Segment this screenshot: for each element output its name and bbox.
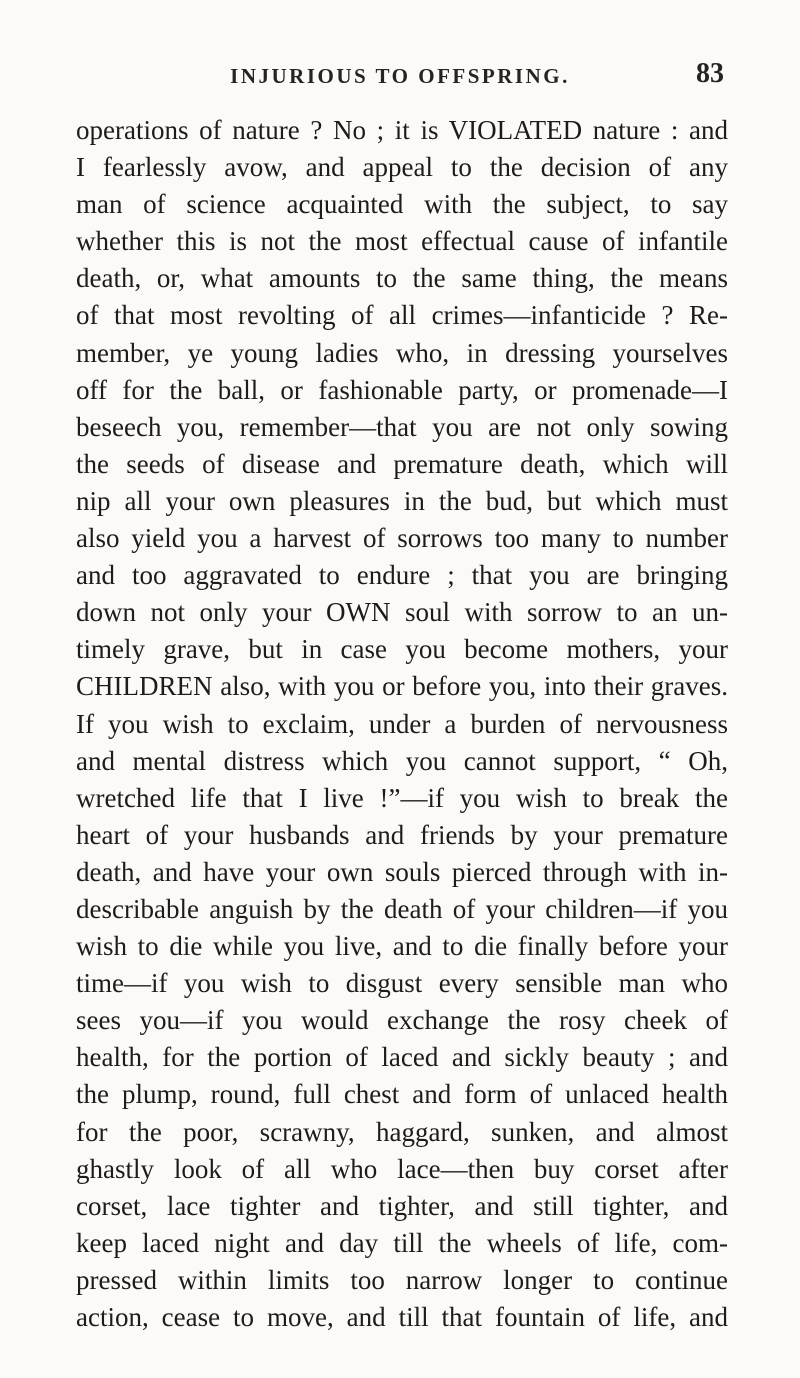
text-line: and too aggravated to endure ; that you are bringing <box>76 560 728 591</box>
text-line: of that most revolting of all crimes—infanticide ? Re- <box>76 300 728 331</box>
text-line: health, for the portion of laced and sickly beauty ; and <box>76 1042 728 1073</box>
text-line: wretched life that I live !”—if you wish to break the <box>76 782 728 813</box>
text-line: the seeds of disease and premature death, which will <box>76 448 728 479</box>
text-line: corset, lace tighter and tighter, and still tighter, and <box>76 1190 728 1221</box>
page-number: 83 <box>696 58 724 89</box>
text-line: timely grave, but in case you become mothers, your <box>76 634 728 665</box>
text-line: operations of nature ? No ; it is VIOLATED nature : and <box>76 115 728 145</box>
text-line: beseech you, remember—that you are not only sowing <box>76 411 728 442</box>
text-line: down not only your OWN soul with sorrow to an un- <box>76 597 728 628</box>
text-line: also yield you a harvest of sorrows too many to number <box>76 523 728 554</box>
text-line: man of science acquainted with the subject, to say <box>76 189 728 220</box>
text-line: heart of your husbands and friends by your premature <box>76 819 728 850</box>
text-line: action, cease to move, and till that fountain of life, and <box>76 1302 728 1332</box>
text-line: time—if you wish to disgust every sensible man who <box>76 968 728 999</box>
text-line: nip all your own pleasures in the bud, but which must <box>76 485 728 516</box>
text-line: If you wish to exclaim, under a burden of nervousness <box>76 708 728 739</box>
text-line: I fearlessly avow, and appeal to the decision of any <box>76 152 728 183</box>
text-line: whether this is not the most effectual cause of infantile <box>76 226 728 257</box>
text-line: sees you—if you would exchange the rosy cheek of <box>76 1005 728 1036</box>
text-line: CHILDREN also, with you or before you, into their graves. <box>76 671 728 702</box>
text-line: death, or, what amounts to the same thing, the means <box>76 263 728 294</box>
text-line: wish to die while you live, and to die finally before your <box>76 931 728 962</box>
running-title: INJURIOUS TO OFFSPRING. <box>230 64 570 88</box>
text-line: pressed within limits too narrow longer to continue <box>76 1264 728 1295</box>
running-header <box>0 54 800 94</box>
body-text <box>76 112 728 1336</box>
text-line: keep laced night and day till the wheels of life, com- <box>76 1227 728 1258</box>
text-line: off for the ball, or fashionable party, or promenade—I <box>76 374 728 405</box>
text-line: ghastly look of all who lace—then buy corset after <box>76 1153 728 1184</box>
text-line: and mental distress which you cannot support, “ Oh, <box>76 745 728 776</box>
text-line: member, ye young ladies who, in dressing yourselves <box>76 337 728 368</box>
text-line: for the poor, scrawny, haggard, sunken, and almost <box>76 1116 728 1147</box>
text-line: death, and have your own souls pierced through with in- <box>76 856 728 887</box>
text-line: describable anguish by the death of your children—if you <box>76 893 728 924</box>
text-line: the plump, round, full chest and form of unlaced health <box>76 1079 728 1110</box>
